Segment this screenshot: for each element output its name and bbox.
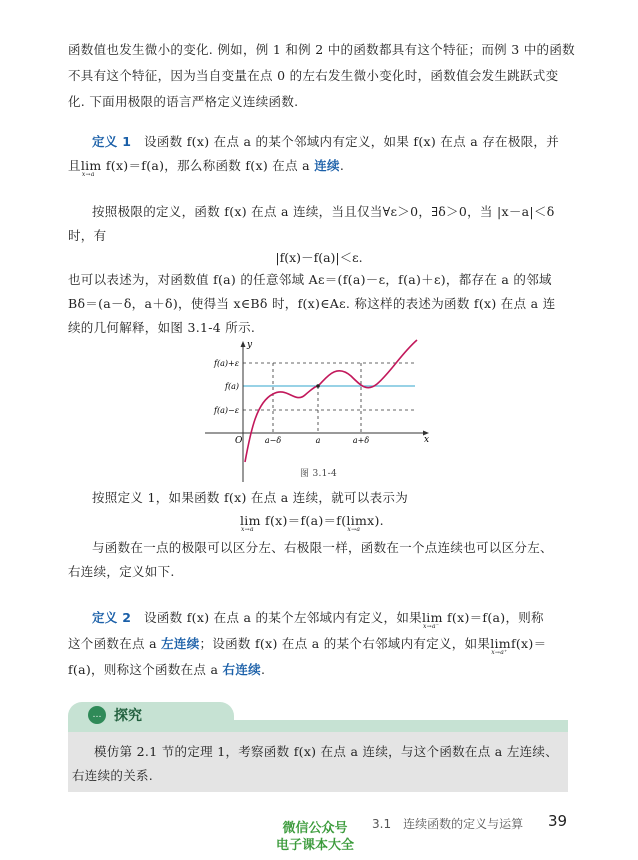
para2-line-4: Bδ＝(a－δ，a＋δ)，使得当 x∈Bδ 时，f(x)∈Aε. 称这样的表述为函数 f(x) 在点 a 连: [68, 296, 556, 311]
definition-2-text-1b: f(x)＝f(a)，则称: [447, 610, 544, 625]
definition-2-text-2c: f(x)＝: [510, 636, 547, 651]
explore-line-2: 右连续的关系.: [72, 768, 154, 783]
watermark: [250, 820, 380, 854]
lim-subscript: x→a: [347, 526, 361, 533]
lim-text: lim: [80, 158, 102, 173]
y-tick-upper: f(a)+ε: [214, 359, 239, 368]
definition-1-body: f(x)＝f(a)，那么称函数 f(x) 在点 a: [105, 158, 310, 173]
figure-caption: 图 3.1-4: [300, 469, 338, 479]
figure-3-1-4: [195, 334, 445, 484]
y-tick-center: f(a): [225, 382, 239, 391]
lim-subscript: x→a: [241, 526, 254, 533]
term-left-continuous: 左连续: [161, 636, 200, 651]
epsilon-inequality: |f(x)－f(a)|＜ε.: [275, 250, 363, 265]
lim-text: lim: [490, 636, 511, 651]
lim-text: lim: [421, 610, 443, 625]
formula-end: x).: [367, 513, 384, 528]
definition-1-prefix: 且: [68, 158, 81, 173]
lim-subscript: x→a⁻: [422, 623, 440, 630]
definition-1-text: 设函数 f(x) 在点 a 的某个邻域内有定义，如果 f(x) 在点 a 存在极限，并: [144, 134, 560, 149]
term-right-continuous: 右连续: [222, 662, 261, 677]
definition-2-text-3a: f(a)，则称这个函数在点 a: [68, 662, 219, 677]
watermark-line-1: 微信公众号: [282, 821, 348, 836]
definition-1-end: .: [339, 158, 345, 173]
watermark-line-2: 电子课本大全: [275, 838, 354, 853]
intro-line-3: 化. 下面用极限的语言严格定义连续函数.: [68, 94, 299, 109]
limit-operator: [80, 158, 102, 178]
intro-line-2: 不具有这个特征，因为当自变量在点 0 的左右发生微小变化时，函数值会发生跳跃式变: [68, 68, 559, 83]
explore-title: 探究: [114, 708, 142, 724]
y-axis-arrow: [241, 341, 246, 347]
formula-lim-1: [240, 513, 261, 533]
intro-line-1: 函数值也发生微小的变化. 例如，例 1 和例 2 中的函数都具有这个特征；而例 3 中的函数: [68, 42, 575, 57]
definition-2-end: .: [260, 662, 266, 677]
definition-2-line-3: [68, 660, 265, 678]
origin-label: O: [235, 436, 243, 446]
definition-2-line-2: [68, 634, 547, 656]
para2-line-2: 时，有: [68, 228, 107, 243]
point-a-fa: [316, 384, 320, 388]
para2-line-3: 也可以表述为，对函数值 f(a) 的任意邻域 Aε＝(f(a)－ε，f(a)＋ε)，都存在 a 的邻域: [68, 272, 552, 287]
lim-text: lim: [240, 513, 261, 528]
para2-line-1: 按照极限的定义，函数 f(x) 在点 a 连续，当且仅当∀ε＞0，∃δ＞0，当 |x－a|＜δ: [92, 204, 555, 219]
x-tick-left: a−δ: [264, 436, 282, 445]
para3-line-1: 按照定义 1，如果函数 f(x) 在点 a 连续，就可以表示为: [92, 490, 409, 505]
continuity-formula: [240, 511, 384, 533]
lim-subscript: x→a: [81, 171, 95, 178]
definition-2-line-1: [92, 608, 544, 630]
definition-1-line-1: [92, 132, 559, 150]
x-tick-center: a: [315, 436, 321, 445]
explore-line-1: 模仿第 2.1 节的定理 1，考察函数 f(x) 在点 a 连续，与这个函数在点 a 左连续、: [94, 744, 559, 759]
formula-middle: f(x)＝f(a)＝f(: [265, 513, 347, 528]
definition-2-text-2a: 这个函数在点 a: [68, 636, 157, 651]
term-continuous: 连续: [314, 158, 340, 173]
x-axis-label: x: [424, 435, 430, 445]
footer-section-title: 3.1 连续函数的定义与运算: [372, 817, 524, 831]
definition-2-label: 定义 2: [92, 610, 132, 625]
left-limit-operator: [421, 610, 443, 630]
definition-1-label: 定义 1: [92, 134, 132, 149]
lim-text: lim: [346, 513, 368, 528]
definition-2-text-1: 设函数 f(x) 在点 a 的某个左邻域内有定义，如果: [144, 610, 422, 625]
lim-subscript: x→a⁺: [491, 649, 508, 656]
page-number: 39: [548, 812, 568, 830]
chat-bubble-icon: …: [88, 706, 106, 724]
y-axis-label: y: [247, 340, 253, 350]
para2-line-5: 续的几何解释，如图 3.1-4 所示.: [68, 320, 256, 335]
para3-line-2: 与函数在一点的极限可以区分左、右极限一样，函数在一个点连续也可以区分左、: [92, 540, 553, 555]
explore-box: [68, 732, 568, 792]
right-limit-operator: [490, 636, 511, 656]
y-tick-lower: f(a)−ε: [214, 406, 239, 415]
definition-1-line-2: [68, 156, 345, 178]
x-tick-right: a+δ: [352, 436, 370, 445]
formula-lim-2: [346, 513, 368, 533]
definition-2-text-2b: ；设函数 f(x) 在点 a 的某个右邻域内有定义，如果: [199, 636, 491, 651]
para3-line-3: 右连续，定义如下.: [68, 564, 175, 579]
